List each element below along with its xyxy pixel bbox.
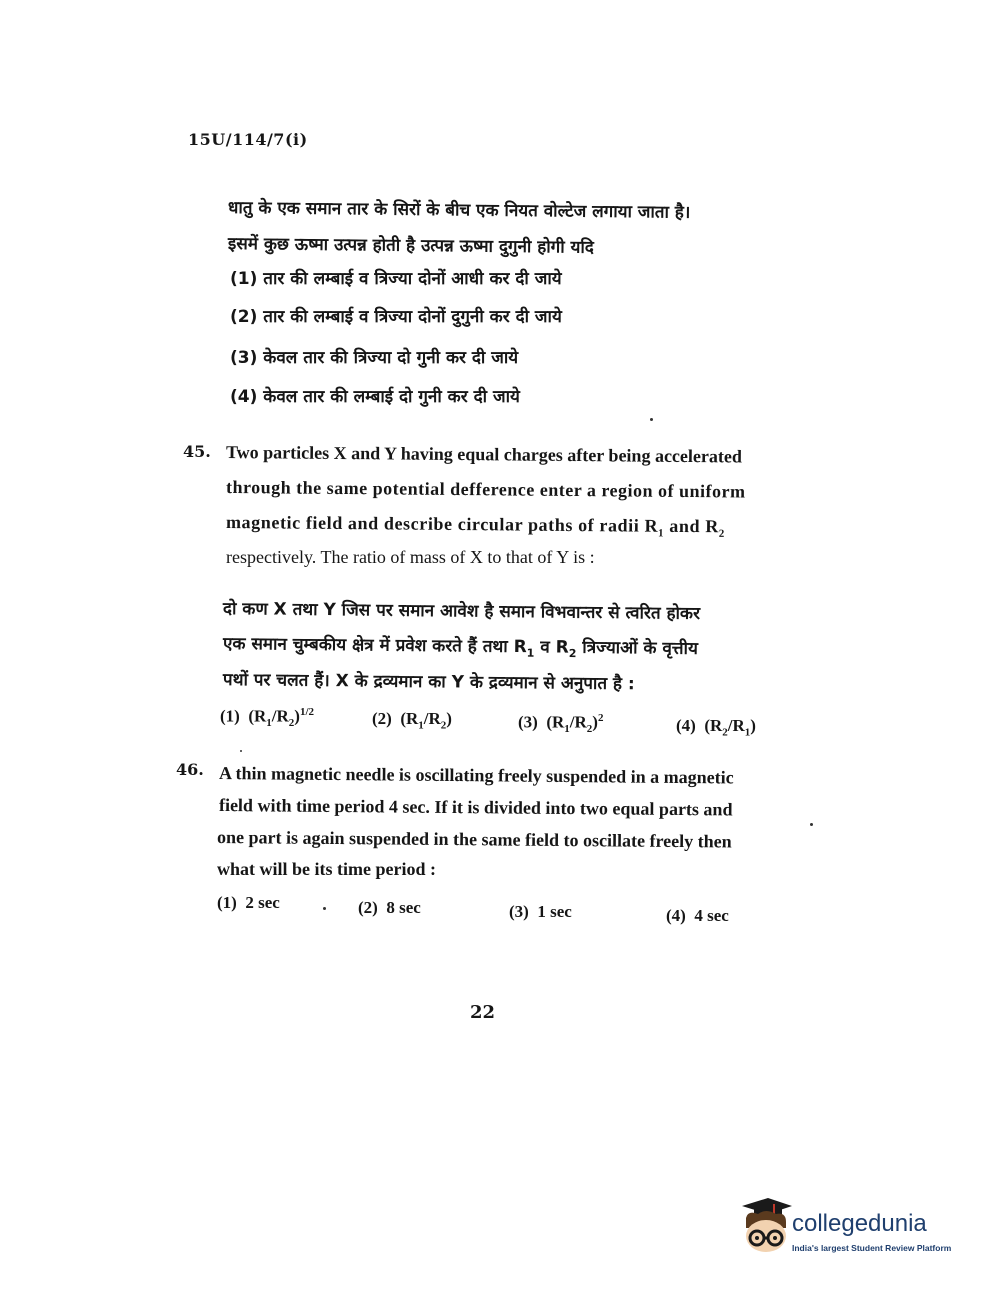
q46-line1: A thin magnetic needle is oscillating freely suspended in a magnetic [218, 763, 734, 788]
paper-code: 15U/114/7(i) [188, 130, 308, 149]
q45-option-1: (1) $(R_1/R_2)^{1/2}$ [220, 706, 315, 730]
scan-speck [810, 823, 813, 826]
q45-hi-line1: दो कण X तथा Y जिस पर समान आवेश है समान विभवान्तर से त्वरित होकर [222, 599, 701, 624]
q46-line2: field with time period 4 sec. If it is divided into two equal parts and [218, 795, 733, 820]
q45-option-4: (4) $(R_2/R_1)$ [676, 716, 756, 739]
page-number: 22 [470, 1002, 496, 1023]
q45-option-3: (3) $(R_1/R_2)^2$ [518, 712, 604, 736]
brand-tagline: India's largest Student Review Platform [792, 1243, 952, 1253]
q46-option-2: (2) 8 sec [358, 898, 421, 917]
q45-hi-line3: पथों पर चलत हैं। X के द्रव्यमान का Y के द्रव्यमान से अनुपात है : [222, 670, 635, 695]
scan-speck [323, 907, 326, 910]
q44-option-3: (3) केवल तार की त्रिज्या दो गुनी कर दी जाये [230, 348, 519, 368]
q44-hindi-stem-line1: धातु के एक समान तार के सिरों के बीच एक नियत वोल्टेज लगाया जाता है। [227, 198, 691, 223]
q46-line3: one part is again suspended in the same field to oscillate freely then [216, 827, 732, 852]
q45-en-line1: Two particles X and Y having equal charges after being accelerated [225, 442, 743, 467]
scan-speck [240, 750, 242, 752]
q44-option-1: (1) तार की लम्बाई व त्रिज्या दोनों आधी कर दी जाये [230, 269, 562, 289]
q45-en-line4: respectively. The ratio of mass of X to that of Y is : [226, 547, 595, 567]
brand-name: collegedunia [792, 1210, 927, 1237]
q44-hindi-stem-line2: इसमें कुछ ऊष्मा उत्पन्न होती है उत्पन्न ऊष्मा दुगुनी होगी यदि [227, 234, 594, 258]
q44-option-2: (2) तार की लम्बाई व त्रिज्या दोनों दुगुनी कर दी जाये [230, 307, 562, 327]
q46-option-3: (3) 1 sec [509, 902, 572, 921]
q46-number: 46. [176, 760, 204, 779]
q45-en-line3: magnetic field and describe circular paths of radii $R_1$ and $R_2$ [225, 512, 725, 540]
q45-hi-line2: एक समान चुम्बकीय क्षेत्र में प्रवेश करते हैं तथा $R_1$ व $R_2$ त्रिज्याओं के वृत्तीय [222, 634, 698, 661]
q44-option-4: (4) केवल तार की लम्बाई दो गुनी कर दी जाये [230, 387, 520, 407]
q45-en-line2: through the same potential defference enter a region of uniform [225, 477, 746, 502]
q45-number: 45. [183, 442, 211, 461]
q46-line4: what will be its time period : [217, 859, 436, 879]
scan-speck [650, 418, 653, 421]
q45-option-2: (2) $(R_1/R_2)$ [372, 709, 452, 732]
q46-option-1: (1) 2 sec [217, 893, 280, 912]
q46-option-4: (4) 4 sec [666, 906, 729, 925]
